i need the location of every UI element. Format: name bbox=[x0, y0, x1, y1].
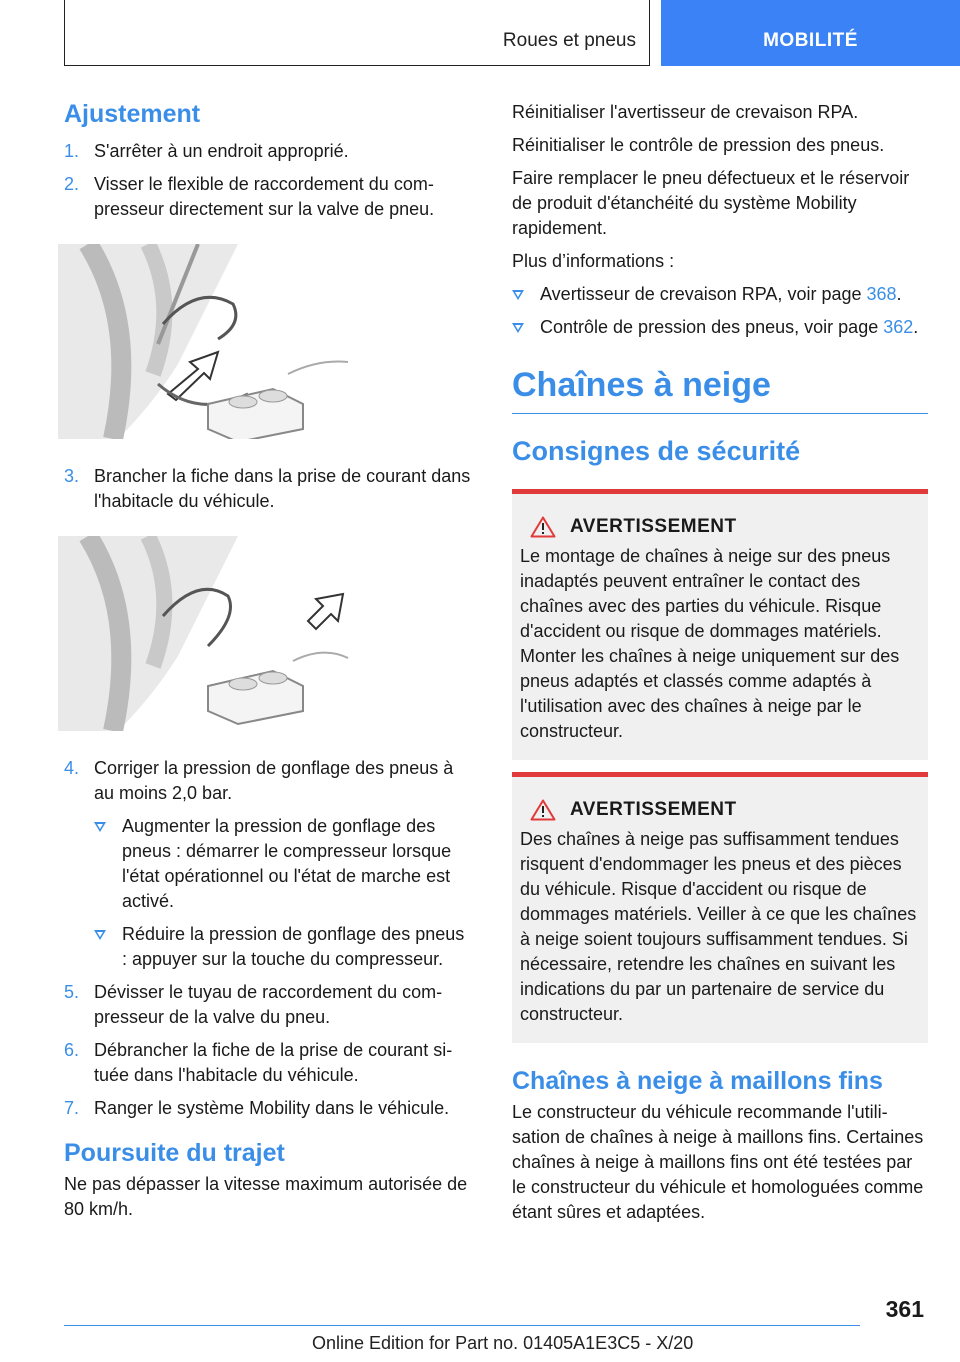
warning-box-1 bbox=[512, 489, 928, 760]
heading-poursuite: Poursuite du trajet bbox=[64, 1139, 285, 1167]
warning-triangle-icon bbox=[530, 516, 556, 538]
paragraph-more-info: Plus d’informations : bbox=[512, 251, 675, 271]
warning-title-2: AVERTISSEMENT bbox=[530, 799, 920, 821]
warning-text-2: Des chaînes à neige pas suffisamment tendues risquent d'endommager les pneus et des pièces du véhicule. Risque d'accident ou risque de dommages matériels. Veiller à ce que les chaînes à neige soient toujours suffisamment tendues. Si nécessaire, retendre les chaînes en suivant les indications du par un partenaire de service du constructeur. bbox=[520, 829, 917, 1024]
warning-triangle-icon bbox=[530, 799, 556, 821]
section-title: Roues et pneus bbox=[502, 30, 636, 51]
heading-ajustement: Ajustement bbox=[64, 100, 201, 128]
warning-text-1: Le montage de chaînes à neige sur des pneus inadaptés peuvent entraîner le contact des chaînes avec des parties du véhicule. Risque d'accident ou risque de dommages matériels. Monter les chaînes à neige uniquement sur des pneus adaptés et classés comme adaptés à l'utilisation avec des chaînes à neige par le constructeur. bbox=[520, 546, 900, 741]
bullet-reduce-pressure: Réduire la pression de gonflage des pneus : appuyer sur la touche du compresseur. bbox=[94, 922, 474, 972]
chapter-tab: MOBILITÉ bbox=[661, 0, 960, 66]
steps-list-1 bbox=[64, 139, 474, 222]
footer-rule bbox=[64, 1325, 860, 1326]
edition-note: Online Edition for Part no. 01405A1E3C5 - X/20 bbox=[312, 1333, 694, 1353]
paragraph-replace-tire: Faire remplacer le pneu défectueux et le réservoir de produit d'étanchéité du système Mobility rapidement. bbox=[512, 168, 910, 238]
triangle-bullet-icon bbox=[512, 323, 524, 333]
triangle-bullet-icon bbox=[94, 930, 106, 940]
page-number: 361 bbox=[885, 1296, 924, 1322]
reference-list bbox=[512, 282, 928, 340]
heading-consignes: Consignes de sécurité bbox=[512, 436, 801, 466]
step-7: 7. Ranger le système Mobility dans le véhicule. bbox=[64, 1098, 450, 1118]
steps-list-3 bbox=[64, 756, 474, 1121]
step-2: 2. Visser le flexible de raccordement du compresseur directement sur la valve de pneu. bbox=[64, 174, 435, 219]
bullet-increase-pressure: Augmenter la pression de gonflage des pneus : démarrer le compresseur lorsque l'état opérationnel ou l'état de marche est activé. bbox=[94, 814, 474, 914]
compressor-valve-illustration bbox=[58, 244, 358, 439]
step-1: 1. S'arrêter à un endroit approprié. bbox=[64, 141, 349, 161]
compressor-plug-illustration bbox=[58, 536, 358, 731]
warning-box-2 bbox=[512, 772, 928, 1043]
paragraph-maillons-fins: Le constructeur du véhicule recommande l'utilisation de chaînes à neige à maillons fins. Certaines chaînes à neige à maillons fins ont été testées par le constructeur du véhicule et homologuées comme étant sûres et adaptées. bbox=[512, 1102, 924, 1222]
reference-pressure: Contrôle de pression des pneus, voir page 362. bbox=[512, 315, 928, 340]
page-link-362[interactable]: 362 bbox=[883, 317, 914, 337]
step-5: 5. Dévisser le tuyau de raccordement du compresseur de la valve du pneu. bbox=[64, 982, 443, 1027]
heading-chaines-neige: Chaînes à neige bbox=[512, 366, 928, 414]
paragraph-reset-rpa: Réinitialiser l'avertisseur de crevaison RPA. bbox=[512, 102, 859, 122]
triangle-bullet-icon bbox=[94, 822, 106, 832]
page-link-368[interactable]: 368 bbox=[866, 284, 897, 304]
triangle-bullet-icon bbox=[512, 290, 524, 300]
left-column bbox=[64, 100, 474, 1230]
page-header bbox=[0, 0, 960, 66]
step-3: 3. Brancher la fiche dans la prise de courant dans l'habitacle du véhicule. bbox=[64, 466, 471, 511]
step-4: 4. Corriger la pression de gonflage des pneus à au moins 2,0 bar. Augmenter la pression de gonflage des pneus : démarrer le compresseur lorsque l'état opérationnel ou l'état de marche est activé. Réduire la pression de gonflage des pneus : appuyer sur la touche du compresseur. bbox=[64, 756, 474, 972]
warning-title-1: AVERTISSEMENT bbox=[530, 516, 920, 538]
steps-list-2 bbox=[64, 464, 474, 514]
paragraph-speed-limit: Ne pas dépasser la vitesse maximum autorisée de 80 km/h. bbox=[64, 1174, 468, 1219]
step-4-bullets bbox=[94, 814, 474, 972]
right-column bbox=[512, 100, 928, 1233]
step-6: 6. Débrancher la fiche de la prise de courant située dans l'habitacle du véhicule. bbox=[64, 1040, 453, 1085]
paragraph-reset-pressure: Réinitialiser le contrôle de pression des pneus. bbox=[512, 135, 885, 155]
reference-rpa: Avertisseur de crevaison RPA, voir page 368. bbox=[512, 282, 928, 307]
heading-maillons-fins: Chaînes à neige à maillons fins bbox=[512, 1067, 883, 1095]
